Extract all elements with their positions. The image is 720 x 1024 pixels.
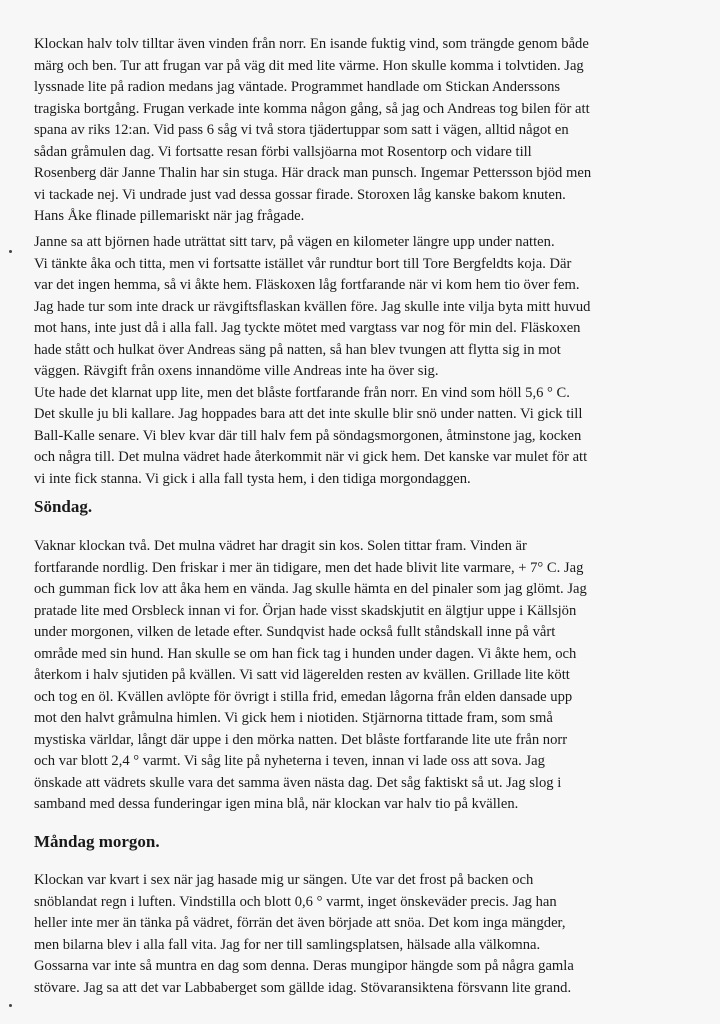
text-line: Ute hade det klarnat upp lite, men det blåste fortfarande från norr. En vind som höll 5,6 ° C. <box>34 384 570 401</box>
text-line: pratade lite med Orsbleck innan vi for. Örjan hade visst skadskjutit en älgtjur uppe i Källsjön <box>34 602 577 619</box>
text-line: återkom i halv sjutiden på kvällen. Vi satt vid lägerelden resten av kvällen. Grillade lite kött <box>34 667 570 683</box>
text-line: under morgonen, vilken de letade efter. Sundqvist hade också fullt ståndskall inne på vårt <box>34 624 556 640</box>
paragraph-evening <box>34 232 590 490</box>
text-line: men bilarna blev i alla fall vita. Jag for ner till samlingsplatsen, hälsade alla välkomna. <box>34 936 541 953</box>
text-line: tragiska bortgång. Frugan verkade inte komma någon gång, så jag och Andreas tog bilen för att <box>34 100 590 117</box>
paragraph-sunday <box>34 536 587 816</box>
text-line: heller inte mer än tänka på vädret, förrän det även började att snöa. Det kom inga mängder, <box>34 915 566 931</box>
text-line: Gossarna var inte så muntra en dag som denna. Deras mungipor hängde som på några gamla <box>34 958 574 974</box>
text-line: sådan gråmulen dag. Vi fortsatte resan förbi vallsjöarna mot Rosentorp och vidare till <box>34 143 532 160</box>
scan-speck <box>9 1004 12 1007</box>
text-line: och gumman fick lov att åka hem en vända. Jag skulle hämta en del pinaler som jag glömt. Jag <box>34 581 587 597</box>
text-line: önskade att vädrets skulle vara det samma även nästa dag. Det såg faktiskt så ut. Jag slog i <box>34 774 562 791</box>
text-line: stövare. Jag sa att det var Labbaberget som gällde idag. Stövaransiktena försvann lite grand. <box>34 979 572 996</box>
text-line: Janne sa att björnen hade uträttat sitt tarv, på vägen en kilometer längre upp under natten. <box>34 234 555 250</box>
text-line: märg och ben. Tur att frugan var på väg dit med lite värme. Hon skulle komma i tolvtiden. Jag <box>34 57 584 74</box>
text-line: vi tackade nej. Vi undrade just vad dessa gossar firade. Storoxen låg kanske bakom knuten. <box>34 186 566 203</box>
text-line: område med sin hund. Han skulle se om han fick tag i hunden under dagen. Vi åkte hem, och <box>34 645 577 662</box>
text-line: fortfarande nordlig. Den friskar i mer än tidigare, men det hade blivit lite varmare, + 7° C. Jag <box>34 559 584 576</box>
text-line: mystiska världar, långt där uppe i den mörka natten. Det blåste fortfarande lite ute från norr <box>34 731 568 748</box>
text-line: Hans Åke flinade pillemariskt när jag frågade. <box>34 208 305 224</box>
text-line: Vaknar klockan två. Det mulna vädret har dragit sin kos. Solen tittar fram. Vinden är <box>34 538 527 554</box>
text-line: Det skulle ju bli kallare. Jag hoppades bara att det inte skulle blir snö under natten. Vi gick till <box>34 406 583 422</box>
text-line: lyssnade lite på radion medans jag väntade. Programmet handlade om Stickan Anderssons <box>34 79 561 95</box>
text-line: var det ingen hemma, så vi åkte hem. Fläskoxen låg fortfarande när vi kom hem tio över fem. <box>34 277 580 293</box>
text-line: snöblandat regn i luften. Vindstilla och blott 0,6 ° varmt, inget önskeväder precis. Jag han <box>34 893 557 910</box>
text-line: Ball-Kalle senare. Vi blev kvar där till halv fem på söndagsmorgonen, åtminstone jag, kocken <box>34 427 582 444</box>
text-line: och tog en öl. Kvällen avlöpte för övrigt i stilla frid, emedan lågorna från elden dansade upp <box>34 688 573 705</box>
text-line: Vi tänkte åka och titta, men vi fortsatte istället vår rundtur bort till Tore Bergfeldts koja. Där <box>34 255 572 272</box>
text-line: och några till. Det mulna vädret hade återkommit när vi gick hem. Det kanske var mulet för att <box>34 449 588 465</box>
section-heading-monday: Måndag morgon. <box>34 832 160 851</box>
text-line: samband med dessa funderingar igen mina blå, när klockan var halv tio på kvällen. <box>34 796 519 812</box>
text-line: hade stått och hulkat över Andreas säng på natten, så han blev tvungen att flytta sig in mot <box>34 341 561 358</box>
text-line: Klockan halv tolv tilltar även vinden från norr. En isande fuktig vind, som trängde genom både <box>34 36 589 52</box>
section-heading-sunday: Söndag. <box>34 497 93 516</box>
text-line: spana av riks 12:an. Vid pass 6 såg vi två stora tjädertuppar som satt i vägen, alltid något en <box>34 122 569 138</box>
text-line: väggen. Rävgift från oxens innandöme ville Andreas inte ha över sig. <box>34 363 439 379</box>
text-line: Klockan var kvart i sex när jag hasade mig ur sängen. Ute var det frost på backen och <box>34 872 534 888</box>
text-line: mot den halvt gråmulna himlen. Vi gick hem i niotiden. Stjärnorna tittade fram, som små <box>34 710 553 726</box>
text-line: vi inte fick stanna. Vi gick i alla fall tysta hem, i den tidiga morgondaggen. <box>34 470 471 487</box>
text-line: Rosenberg där Janne Thalin har sin stuga. Här drack man punsch. Ingemar Pettersson bjöd men <box>34 165 592 181</box>
paragraph-friday-afternoon <box>34 34 591 228</box>
text-line: och var blott 2,4 ° varmt. Vi såg lite på nyheterna i teven, innan vi lade oss att sova. Jag <box>34 753 545 769</box>
text-line: mot hans, inte just då i alla fall. Jag tyckte mötet med vargtass var nog för min del. Fläskoxen <box>34 320 581 336</box>
scan-speck <box>9 250 12 253</box>
paragraph-monday <box>34 870 574 999</box>
text-line: Jag hade tur som inte drack ur rävgiftsflaskan kvällen före. Jag skulle inte vilja byta mitt huvud <box>34 298 591 315</box>
